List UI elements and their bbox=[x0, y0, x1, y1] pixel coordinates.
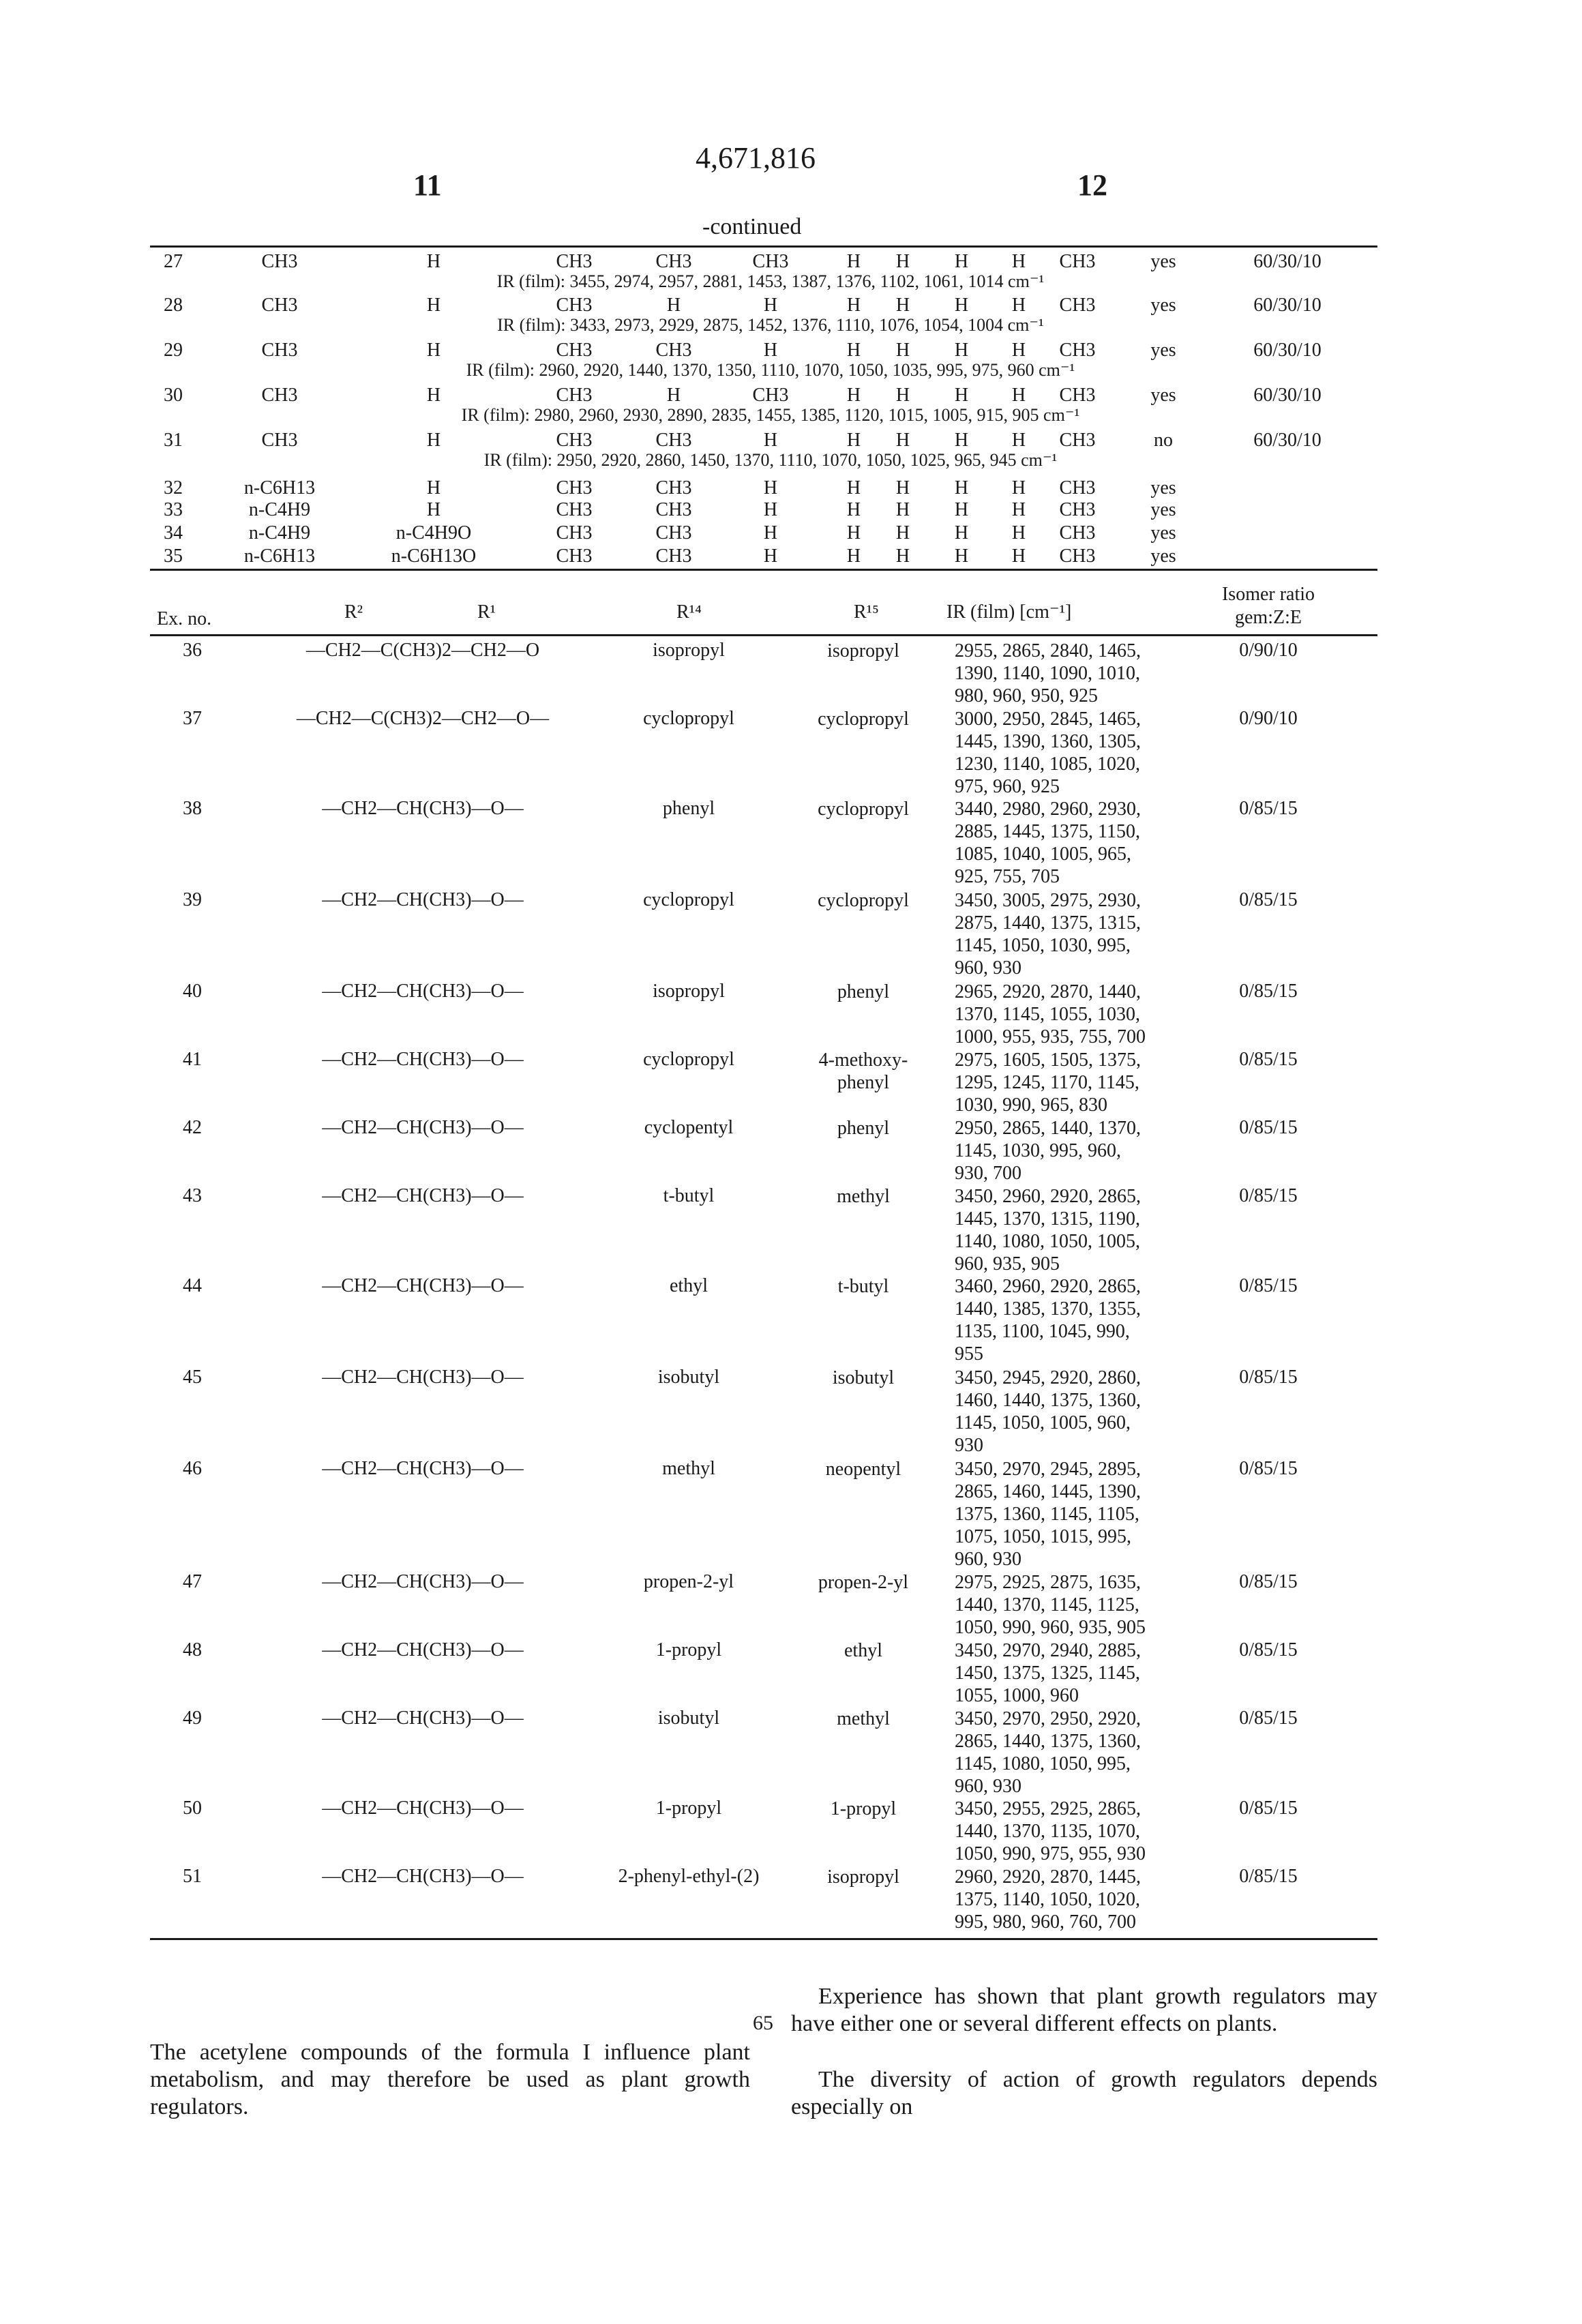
cell-ir: 3450, 2955, 2925, 2865, 1440, 1370, 1135, 1070, 1050, 990, 975, 955, 930 bbox=[955, 1798, 1146, 1865]
cell-isomer-ratio: 0/85/15 bbox=[1239, 798, 1298, 820]
cell-r2-r1: —CH2—CH(CH3)—O— bbox=[322, 889, 524, 911]
cell-ir: 2975, 1605, 1505, 1375, 1295, 1245, 1170, 1145, 1030, 990, 965, 830 bbox=[955, 1049, 1141, 1116]
cell-r-col-10: CH3 bbox=[1060, 340, 1096, 361]
cell-ex-no: 27 bbox=[164, 251, 183, 273]
cell-ir: 2960, 2920, 2870, 1445, 1375, 1140, 1050, 1020, 995, 980, 960, 760, 700 bbox=[955, 1866, 1141, 1933]
cell-r-col-4: CH3 bbox=[656, 477, 692, 499]
cell-r-col-3: CH3 bbox=[556, 477, 593, 499]
cell-r15: propen-2-yl bbox=[818, 1571, 908, 1594]
cell-r-col-6: H bbox=[847, 522, 861, 544]
cell-ir: 2950, 2865, 1440, 1370, 1145, 1030, 995, 960, 930, 700 bbox=[955, 1117, 1141, 1185]
patent-number: 4,671,816 bbox=[696, 140, 816, 175]
cell-r-col-10: CH3 bbox=[1060, 430, 1096, 451]
cell-ex-no: 44 bbox=[183, 1275, 202, 1297]
cell-r-col-10: CH3 bbox=[1060, 385, 1096, 406]
cell-isomer-ratio: 0/85/15 bbox=[1239, 1117, 1298, 1139]
cell-r-col-6: H bbox=[847, 477, 861, 499]
cell-yes-no: yes bbox=[1150, 251, 1176, 273]
cell-r15: methyl bbox=[837, 1185, 890, 1208]
lower-header-rule bbox=[150, 634, 1377, 636]
cell-r-col-1: n-C4H9 bbox=[249, 522, 310, 544]
cell-r15: 4-methoxy- phenyl bbox=[819, 1049, 908, 1094]
cell-ex-no: 38 bbox=[183, 798, 202, 820]
cell-r-col-6: H bbox=[847, 546, 861, 567]
cell-r-col-8: H bbox=[955, 546, 968, 567]
cell-r-col-6: H bbox=[847, 385, 861, 406]
cell-ex-no: 51 bbox=[183, 1866, 202, 1888]
table-top-rule bbox=[150, 245, 1377, 248]
cell-ir: 2955, 2865, 2840, 1465, 1390, 1140, 1090, 1010, 980, 960, 950, 925 bbox=[955, 640, 1141, 707]
cell-r2-r1: —CH2—CH(CH3)—O— bbox=[322, 1571, 524, 1593]
cell-r-col-9: H bbox=[1012, 477, 1026, 499]
cell-r-col-7: H bbox=[896, 522, 910, 544]
cell-r-col-5: H bbox=[764, 499, 777, 521]
cell-r-col-5: H bbox=[764, 340, 777, 361]
cell-ex-no: 48 bbox=[183, 1639, 202, 1661]
continued-label: -continued bbox=[702, 214, 801, 240]
cell-ir: 3450, 2970, 2950, 2920, 2865, 1440, 1375, 1360, 1145, 1080, 1050, 995, 960, 930 bbox=[955, 1708, 1141, 1798]
cell-r2-r1: —CH2—CH(CH3)—O— bbox=[322, 1639, 524, 1661]
cell-yes-no: yes bbox=[1150, 340, 1176, 361]
cell-r-col-9: H bbox=[1012, 430, 1026, 451]
cell-r-col-9: H bbox=[1012, 295, 1026, 316]
cell-yes-no: yes bbox=[1150, 295, 1176, 316]
cell-r-col-2: H bbox=[427, 295, 441, 316]
cell-r-col-2: H bbox=[427, 477, 441, 499]
cell-r-col-2: n-C6H13O bbox=[391, 546, 476, 567]
cell-r-col-9: H bbox=[1012, 385, 1026, 406]
cell-r-col-1: CH3 bbox=[262, 251, 298, 273]
cell-ir: 3460, 2960, 2920, 2865, 1440, 1385, 1370, 1355, 1135, 1100, 1045, 990, 955 bbox=[955, 1275, 1141, 1365]
cell-isomer-ratio: 0/85/15 bbox=[1239, 1275, 1298, 1297]
cell-r15: t-butyl bbox=[838, 1275, 889, 1298]
cell-r-col-2: H bbox=[427, 385, 441, 406]
cell-r14: ethyl bbox=[670, 1275, 708, 1297]
cell-r15: isopropyl bbox=[827, 1866, 899, 1888]
cell-isomer-ratio: 0/85/15 bbox=[1239, 1458, 1298, 1480]
cell-r14: phenyl bbox=[663, 798, 715, 820]
cell-ex-no: 47 bbox=[183, 1571, 202, 1593]
cell-r-col-5: H bbox=[764, 430, 777, 451]
cell-r15: isopropyl bbox=[827, 640, 899, 662]
cell-r14: cyclopropyl bbox=[643, 708, 734, 730]
left-paragraph: The acetylene compounds of the formula I influence plant metabolism, and may therefore be used as plant growth regulators. bbox=[150, 2039, 750, 2121]
cell-r-col-9: H bbox=[1012, 251, 1026, 273]
cell-isomer-ratio: 60/30/10 bbox=[1253, 340, 1322, 361]
cell-r-col-8: H bbox=[955, 295, 968, 316]
cell-r2-r1: —CH2—CH(CH3)—O— bbox=[322, 1866, 524, 1888]
cell-ex-no: 46 bbox=[183, 1458, 202, 1480]
cell-r-col-8: H bbox=[955, 430, 968, 451]
cell-r-col-7: H bbox=[896, 251, 910, 273]
header-ir: IR (film) [cm⁻¹] bbox=[946, 601, 1071, 623]
cell-r-col-10: CH3 bbox=[1060, 251, 1096, 273]
ir-film-line: IR (film): 2950, 2920, 2860, 1450, 1370, 1110, 1070, 1050, 1025, 965, 945 cm⁻¹ bbox=[484, 449, 1058, 471]
cell-r-col-3: CH3 bbox=[556, 251, 593, 273]
cell-r-col-2: H bbox=[427, 430, 441, 451]
cell-r-col-9: H bbox=[1012, 546, 1026, 567]
cell-r-col-2: H bbox=[427, 251, 441, 273]
cell-ex-no: 34 bbox=[164, 522, 183, 544]
header-ratio-line2: gem:Z:E bbox=[1235, 607, 1302, 629]
cell-r-col-6: H bbox=[847, 340, 861, 361]
cell-r14: cyclopropyl bbox=[643, 889, 734, 911]
cell-r2-r1: —CH2—C(CH3)2—CH2—O bbox=[306, 640, 539, 661]
cell-isomer-ratio: 0/90/10 bbox=[1239, 708, 1298, 730]
cell-r14: cyclopentyl bbox=[644, 1117, 734, 1139]
cell-r-col-4: H bbox=[667, 385, 681, 406]
cell-r-col-4: H bbox=[667, 295, 681, 316]
cell-r-col-4: CH3 bbox=[656, 340, 692, 361]
cell-r-col-4: CH3 bbox=[656, 522, 692, 544]
ir-film-line: IR (film): 2980, 2960, 2930, 2890, 2835, 1455, 1385, 1120, 1015, 1005, 915, 905 cm⁻¹ bbox=[462, 404, 1080, 426]
cell-isomer-ratio: 0/85/15 bbox=[1239, 1367, 1298, 1388]
cell-r-col-8: H bbox=[955, 385, 968, 406]
cell-ex-no: 41 bbox=[183, 1049, 202, 1071]
cell-r-col-7: H bbox=[896, 499, 910, 521]
cell-r-col-3: CH3 bbox=[556, 340, 593, 361]
cell-ir: 3450, 3005, 2975, 2930, 2875, 1440, 1375, 1315, 1145, 1050, 1030, 995, 960, 930 bbox=[955, 889, 1141, 979]
cell-ir: 3450, 2970, 2940, 2885, 1450, 1375, 1325, 1145, 1055, 1000, 960 bbox=[955, 1639, 1141, 1707]
cell-ex-no: 43 bbox=[183, 1185, 202, 1207]
cell-r-col-7: H bbox=[896, 385, 910, 406]
cell-r-col-1: CH3 bbox=[262, 385, 298, 406]
cell-r-col-2: H bbox=[427, 499, 441, 521]
cell-r-col-8: H bbox=[955, 499, 968, 521]
cell-r2-r1: —CH2—CH(CH3)—O— bbox=[322, 1185, 524, 1207]
cell-r-col-9: H bbox=[1012, 522, 1026, 544]
cell-ex-no: 36 bbox=[183, 640, 202, 661]
cell-ir: 2975, 2925, 2875, 1635, 1440, 1370, 1145, 1125, 1050, 990, 960, 935, 905 bbox=[955, 1571, 1146, 1639]
cell-r14: methyl bbox=[662, 1458, 715, 1480]
cell-ex-no: 33 bbox=[164, 499, 183, 521]
cell-isomer-ratio: 0/85/15 bbox=[1239, 1708, 1298, 1729]
cell-r14: isobutyl bbox=[658, 1367, 719, 1388]
cell-ex-no: 31 bbox=[164, 430, 183, 451]
cell-r-col-8: H bbox=[955, 477, 968, 499]
header-r2: R² bbox=[344, 601, 363, 623]
cell-r-col-6: H bbox=[847, 499, 861, 521]
cell-r14: isopropyl bbox=[653, 640, 725, 661]
cell-isomer-ratio: 60/30/10 bbox=[1253, 295, 1322, 316]
cell-r15: cyclopropyl bbox=[818, 798, 909, 820]
cell-r-col-3: CH3 bbox=[556, 385, 593, 406]
cell-r-col-1: CH3 bbox=[262, 295, 298, 316]
cell-ir: 3450, 2945, 2920, 2860, 1460, 1440, 1375, 1360, 1145, 1050, 1005, 960, 930 bbox=[955, 1367, 1141, 1457]
cell-ex-no: 32 bbox=[164, 477, 183, 499]
ir-film-line: IR (film): 2960, 2920, 1440, 1370, 1350, 1110, 1070, 1050, 1035, 995, 975, 960 cm⁻¹ bbox=[466, 359, 1075, 381]
cell-r-col-7: H bbox=[896, 546, 910, 567]
lower-table-top-rule bbox=[150, 569, 1377, 571]
cell-r15: phenyl bbox=[837, 981, 889, 1003]
cell-yes-no: yes bbox=[1150, 522, 1176, 544]
cell-r-col-7: H bbox=[896, 477, 910, 499]
cell-r-col-3: CH3 bbox=[556, 295, 593, 316]
cell-ex-no: 40 bbox=[183, 981, 202, 1002]
cell-r-col-8: H bbox=[955, 522, 968, 544]
cell-isomer-ratio: 0/85/15 bbox=[1239, 1049, 1298, 1071]
cell-r-col-10: CH3 bbox=[1060, 477, 1096, 499]
cell-r-col-5: H bbox=[764, 295, 777, 316]
cell-r14: propen-2-yl bbox=[644, 1571, 734, 1593]
cell-r14: cyclopropyl bbox=[643, 1049, 734, 1071]
cell-r-col-8: H bbox=[955, 340, 968, 361]
cell-r-col-10: CH3 bbox=[1060, 522, 1096, 544]
cell-r2-r1: —CH2—CH(CH3)—O— bbox=[322, 1458, 524, 1480]
cell-isomer-ratio: 0/85/15 bbox=[1239, 1185, 1298, 1207]
cell-r-col-8: H bbox=[955, 251, 968, 273]
header-r15: R¹⁵ bbox=[854, 601, 879, 623]
cell-yes-no: yes bbox=[1150, 385, 1176, 406]
cell-r-col-6: H bbox=[847, 251, 861, 273]
cell-r-col-10: CH3 bbox=[1060, 499, 1096, 521]
right-paragraph-1: Experience has shown that plant growth regulators may have either one or several different effects on plants. bbox=[791, 1983, 1377, 2038]
cell-yes-no: yes bbox=[1150, 477, 1176, 499]
cell-ex-no: 28 bbox=[164, 295, 183, 316]
cell-isomer-ratio: 0/90/10 bbox=[1239, 640, 1298, 661]
cell-isomer-ratio: 0/85/15 bbox=[1239, 981, 1298, 1002]
cell-r2-r1: —CH2—CH(CH3)—O— bbox=[322, 1049, 524, 1071]
cell-isomer-ratio: 60/30/10 bbox=[1253, 385, 1322, 406]
cell-r-col-3: CH3 bbox=[556, 499, 593, 521]
cell-ir: 3450, 2970, 2945, 2895, 2865, 1460, 1445, 1390, 1375, 1360, 1145, 1105, 1075, 1050, 1015, 995, 960, 930 bbox=[955, 1458, 1141, 1570]
cell-r-col-5: CH3 bbox=[753, 385, 789, 406]
cell-r-col-5: CH3 bbox=[753, 251, 789, 273]
cell-ex-no: 37 bbox=[183, 708, 202, 730]
cell-r2-r1: —CH2—CH(CH3)—O— bbox=[322, 1275, 524, 1297]
header-r1: R¹ bbox=[477, 601, 496, 623]
cell-ir: 2965, 2920, 2870, 1440, 1370, 1145, 1055, 1030, 1000, 955, 935, 755, 700 bbox=[955, 981, 1146, 1048]
header-ex-no: Ex. no. bbox=[157, 608, 211, 630]
cell-r-col-5: H bbox=[764, 546, 777, 567]
cell-r15: methyl bbox=[837, 1708, 890, 1730]
cell-yes-no: no bbox=[1154, 430, 1173, 451]
cell-r15: cyclopropyl bbox=[818, 889, 909, 912]
cell-r-col-7: H bbox=[896, 430, 910, 451]
cell-isomer-ratio: 0/85/15 bbox=[1239, 1639, 1298, 1661]
cell-ex-no: 35 bbox=[164, 546, 183, 567]
page-number-left: 11 bbox=[413, 168, 442, 203]
cell-r-col-1: CH3 bbox=[262, 430, 298, 451]
cell-r-col-4: CH3 bbox=[656, 430, 692, 451]
cell-r2-r1: —CH2—CH(CH3)—O— bbox=[322, 1798, 524, 1819]
cell-r14: 1-propyl bbox=[656, 1639, 721, 1661]
right-paragraph-2: The diversity of action of growth regulators depends especially on bbox=[791, 2066, 1377, 2121]
cell-yes-no: yes bbox=[1150, 499, 1176, 521]
cell-r-col-7: H bbox=[896, 295, 910, 316]
cell-r14: t-butyl bbox=[663, 1185, 715, 1207]
cell-isomer-ratio: 0/85/15 bbox=[1239, 1798, 1298, 1819]
cell-ex-no: 45 bbox=[183, 1367, 202, 1388]
cell-ex-no: 39 bbox=[183, 889, 202, 911]
cell-r2-r1: —CH2—CH(CH3)—O— bbox=[322, 1367, 524, 1388]
cell-isomer-ratio: 60/30/10 bbox=[1253, 430, 1322, 451]
cell-isomer-ratio: 60/30/10 bbox=[1253, 251, 1322, 273]
cell-r-col-3: CH3 bbox=[556, 430, 593, 451]
cell-ex-no: 49 bbox=[183, 1708, 202, 1729]
cell-r-col-4: CH3 bbox=[656, 546, 692, 567]
cell-r15: neopentyl bbox=[826, 1458, 901, 1480]
cell-ex-no: 42 bbox=[183, 1117, 202, 1139]
page-number-right: 12 bbox=[1077, 168, 1107, 203]
cell-r-col-6: H bbox=[847, 430, 861, 451]
cell-r14: isobutyl bbox=[658, 1708, 719, 1729]
cell-yes-no: yes bbox=[1150, 546, 1176, 567]
cell-r2-r1: —CH2—CH(CH3)—O— bbox=[322, 1708, 524, 1729]
cell-r-col-7: H bbox=[896, 340, 910, 361]
cell-ex-no: 29 bbox=[164, 340, 183, 361]
header-r14: R¹⁴ bbox=[676, 601, 702, 623]
ir-film-line: IR (film): 3455, 2974, 2957, 2881, 1453, 1387, 1376, 1102, 1061, 1014 cm⁻¹ bbox=[497, 271, 1045, 293]
cell-r-col-1: n-C6H13 bbox=[244, 546, 315, 567]
cell-r15: cyclopropyl bbox=[818, 708, 909, 730]
cell-r-col-3: CH3 bbox=[556, 546, 593, 567]
table-bottom-rule bbox=[150, 1938, 1377, 1940]
cell-r2-r1: —CH2—CH(CH3)—O— bbox=[322, 981, 524, 1002]
cell-r-col-9: H bbox=[1012, 499, 1026, 521]
cell-r-col-5: H bbox=[764, 477, 777, 499]
cell-r14: 1-propyl bbox=[656, 1798, 721, 1819]
cell-r-col-1: CH3 bbox=[262, 340, 298, 361]
cell-r-col-5: H bbox=[764, 522, 777, 544]
cell-ex-no: 30 bbox=[164, 385, 183, 406]
cell-r-col-2: n-C4H9O bbox=[396, 522, 471, 544]
cell-r-col-3: CH3 bbox=[556, 522, 593, 544]
cell-r2-r1: —CH2—CH(CH3)—O— bbox=[322, 1117, 524, 1139]
cell-isomer-ratio: 0/85/15 bbox=[1239, 889, 1298, 911]
cell-r15: isobutyl bbox=[833, 1367, 894, 1389]
cell-isomer-ratio: 0/85/15 bbox=[1239, 1571, 1298, 1593]
cell-ir: 3450, 2960, 2920, 2865, 1445, 1370, 1315, 1190, 1140, 1080, 1050, 1005, 960, 935, 905 bbox=[955, 1185, 1141, 1275]
cell-r14: 2-phenyl-ethyl-(2) bbox=[618, 1866, 760, 1888]
cell-r15: ethyl bbox=[844, 1639, 882, 1662]
header-ratio-line1: Isomer ratio bbox=[1222, 584, 1315, 606]
cell-r-col-6: H bbox=[847, 295, 861, 316]
line-number: 65 bbox=[753, 2012, 773, 2035]
cell-r-col-10: CH3 bbox=[1060, 295, 1096, 316]
cell-isomer-ratio: 0/85/15 bbox=[1239, 1866, 1298, 1888]
cell-ir: 3440, 2980, 2960, 2930, 2885, 1445, 1375, 1150, 1085, 1040, 1005, 965, 925, 755, 705 bbox=[955, 798, 1141, 888]
ir-film-line: IR (film): 3433, 2973, 2929, 2875, 1452, 1376, 1110, 1076, 1054, 1004 cm⁻¹ bbox=[497, 314, 1044, 336]
cell-r-col-4: CH3 bbox=[656, 499, 692, 521]
cell-r-col-9: H bbox=[1012, 340, 1026, 361]
cell-r14: isopropyl bbox=[653, 981, 725, 1002]
cell-r15: 1-propyl bbox=[831, 1798, 896, 1820]
cell-r-col-2: H bbox=[427, 340, 441, 361]
cell-r-col-1: n-C4H9 bbox=[249, 499, 310, 521]
cell-ir: 3000, 2950, 2845, 1465, 1445, 1390, 1360, 1305, 1230, 1140, 1085, 1020, 975, 960, 925 bbox=[955, 708, 1141, 798]
cell-r15: phenyl bbox=[837, 1117, 889, 1139]
cell-r-col-1: n-C6H13 bbox=[244, 477, 315, 499]
cell-r2-r1: —CH2—CH(CH3)—O— bbox=[322, 798, 524, 820]
cell-r2-r1: —CH2—C(CH3)2—CH2—O— bbox=[297, 708, 549, 730]
cell-r-col-4: CH3 bbox=[656, 251, 692, 273]
cell-ex-no: 50 bbox=[183, 1798, 202, 1819]
cell-r-col-10: CH3 bbox=[1060, 546, 1096, 567]
